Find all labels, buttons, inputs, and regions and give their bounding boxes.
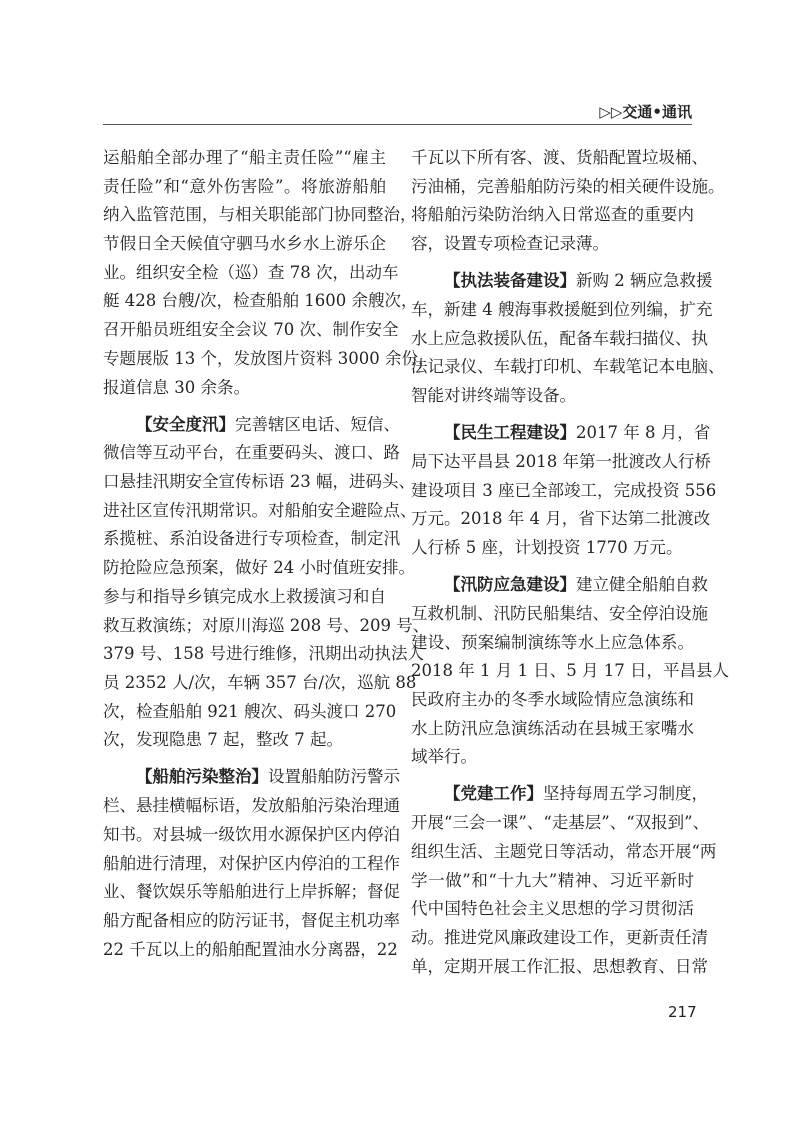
line-text: 微信等互动平台，在重要码头、渡口、路 <box>103 443 400 463</box>
line-text: 系揽桩、系泊设备进行专项检查，制定汛 <box>103 529 400 549</box>
text-line <box>411 353 725 382</box>
text-line <box>103 374 386 403</box>
paragraph <box>411 419 717 562</box>
text-line <box>411 144 708 173</box>
paragraph-heading: 【安全度汛】 <box>136 414 235 434</box>
line-text: 水上防汛应急演练活动在县城王家嘴水 <box>411 718 694 738</box>
text-line <box>411 809 710 838</box>
line-text: 局下达平昌县 2018 年第一批渡改人行桥 <box>411 451 711 471</box>
paragraph <box>411 144 725 259</box>
line-text: 节假日全天候值守驷马水乡水上游乐企 <box>103 234 386 254</box>
text-line <box>103 144 386 173</box>
line-text: 责任险”和“意外伤害险”。将旅游船舶 <box>103 176 386 196</box>
text-line <box>411 534 694 563</box>
line-text: 将船舶污染防治纳入日常巡查的重要内 <box>411 205 694 225</box>
section-title: ▷▷交通•通讯 <box>599 103 692 121</box>
line-text: 艇 428 台艘/次，检查船舶 1600 余艘次， <box>103 291 418 311</box>
line-text: 互救机制、汛防民船集结、安全停泊设施 <box>411 603 708 623</box>
line-text: 纳入监管范围，与相关职能部门协同整治， <box>103 205 417 225</box>
paragraph-heading: 【执法装备建设】 <box>444 271 576 291</box>
text-line <box>411 780 708 809</box>
text-line <box>103 201 417 230</box>
text-line <box>103 821 400 850</box>
line-text: 运船舶全部办理了“船主责任险”“雇主 <box>103 148 386 167</box>
text-line <box>411 600 708 629</box>
text-line <box>103 792 400 821</box>
text-line <box>103 907 400 936</box>
line-text: 智能对讲终端等设备。 <box>411 386 576 405</box>
text-line <box>103 763 400 792</box>
text-line <box>103 411 400 440</box>
text-line <box>411 505 711 534</box>
left-column <box>103 144 435 973</box>
line-text: 建设项目 3 座已全部竣工，完成投资 556 <box>411 480 717 500</box>
line-text: 防抢险应急预案，做好 24 小时值班安排。 <box>103 558 415 578</box>
paragraph-heading: 【船舶污染整治】 <box>136 767 268 787</box>
text-line <box>103 287 418 316</box>
page-number: 217 <box>668 1003 697 1021</box>
line-text: 组织生活、主题党日等活动，常态开展“两 <box>411 841 717 861</box>
text-line <box>411 419 711 448</box>
header-divider <box>103 124 692 125</box>
text-line <box>411 924 708 953</box>
text-line <box>411 571 708 600</box>
line-text: 379 号、158 号进行维修，汛期出动执法人 <box>103 644 424 664</box>
line-text: 人行桥 5 座，计划投资 1770 万元。 <box>411 537 683 557</box>
text-line <box>103 173 386 202</box>
line-text: 新购 2 辆应急救援 <box>576 271 713 291</box>
paragraph <box>103 411 430 755</box>
text-line <box>411 477 717 506</box>
line-text: 污油桶，完善船舶防污染的相关硬件设施。 <box>411 176 725 196</box>
line-text: 完善辖区电话、短信、 <box>235 414 400 434</box>
line-text: 设置船舶防污警示 <box>268 767 400 787</box>
paragraph <box>411 267 725 410</box>
line-text: 水上应急救援队伍，配备车载扫描仪、执 <box>411 328 708 348</box>
line-text: 单，定期开展工作汇报、思想教育、日常 <box>411 956 708 976</box>
line-text: 船舶进行清理，对保护区内停泊的工程作 <box>103 853 400 873</box>
line-text: 开展“三会一课”、“走基层”、“双报到”、 <box>411 813 710 833</box>
text-line <box>103 554 415 583</box>
text-line <box>411 382 694 411</box>
line-text: 万元。2018 年 4 月，省下达第二批渡改 <box>411 509 711 529</box>
text-line <box>411 953 708 982</box>
paragraph-heading: 【党建工作】 <box>444 784 543 804</box>
text-line <box>411 448 711 477</box>
text-line <box>411 201 694 230</box>
text-line <box>411 657 729 686</box>
line-text: 2018 年 1 月 1 日、5 月 17 日，平昌县人 <box>411 661 729 681</box>
line-text: 口悬挂汛期安全宣传标语 23 幅，进码头、 <box>103 472 415 492</box>
line-text: 2017 年 8 月，省 <box>576 423 711 443</box>
line-text: 坚持每周五学习制度， <box>543 784 708 804</box>
line-text: 员 2352 人/次，车辆 357 台/次，巡航 88 <box>103 672 417 692</box>
text-line <box>411 838 717 867</box>
paragraph-heading: 【民生工程建设】 <box>444 423 576 443</box>
line-text: 业。组织安全检（巡）查 78 次，出动车 <box>103 262 399 282</box>
paragraph <box>411 571 729 772</box>
paragraph <box>411 780 717 981</box>
line-text: 民政府主办的冬季水域险情应急演练和 <box>411 689 694 709</box>
text-line <box>103 468 415 497</box>
line-text: 次，检查船舶 921 艘次、码头渡口 270 <box>103 701 397 721</box>
text-line <box>103 525 400 554</box>
line-text: 业、餐饮娱乐等船舶进行上岸拆解；督促 <box>103 882 400 902</box>
text-line <box>411 173 725 202</box>
paragraph <box>103 763 400 964</box>
text-line <box>103 878 400 907</box>
text-line <box>411 895 694 924</box>
text-line <box>103 726 386 755</box>
line-text: 次，发现隐患 7 起，整改 7 起。 <box>103 730 343 750</box>
text-line <box>103 669 417 698</box>
line-text: 动。推进党风廉政建设工作，更新责任清 <box>411 927 708 947</box>
text-line <box>411 743 694 772</box>
line-text: 域举行。 <box>411 747 477 767</box>
line-text: 22 千瓦以上的船舶配置油水分离器，22 <box>103 939 398 959</box>
line-text: 报道信息 30 余条。 <box>103 377 250 397</box>
text-line <box>103 612 430 641</box>
line-text: 容，设置专项检查记录薄。 <box>411 234 609 254</box>
text-line <box>411 325 708 354</box>
right-column <box>411 144 729 990</box>
line-text: 进社区宣传汛期常识。对船舶安全避险点、 <box>103 500 417 520</box>
paragraph <box>103 144 435 402</box>
line-text: 专题展版 13 个，发放图片资料 3000 余份， <box>103 348 435 368</box>
line-text: 学一做”和“十九大”精神、习近平新时 <box>411 870 694 890</box>
line-text: 千瓦以下所有客、渡、货船配置垃圾桶、 <box>411 148 708 167</box>
text-line <box>411 267 713 296</box>
text-line <box>411 715 694 744</box>
line-text: 法记录仪、车载打印机、车载笔记本电脑、 <box>411 357 725 377</box>
line-text: 召开船员班组安全会议 70 次、制作安全 <box>103 320 399 340</box>
text-line <box>103 230 386 259</box>
text-line <box>411 230 694 259</box>
text-line <box>411 629 694 658</box>
text-line <box>103 497 417 526</box>
line-text: 知书。对县城一级饮用水源保护区内停泊 <box>103 824 400 844</box>
text-line <box>103 583 386 612</box>
text-line <box>103 698 397 727</box>
line-text: 救互救演练；对原川海巡 208 号、209 号、 <box>103 615 430 635</box>
text-line <box>103 345 435 374</box>
text-line <box>411 867 694 896</box>
text-line <box>411 686 694 715</box>
line-text: 参与和指导乡镇完成水上救援演习和自 <box>103 586 386 606</box>
text-line <box>103 439 400 468</box>
line-text: 代中国特色社会主义思想的学习贯彻活 <box>411 899 694 919</box>
line-text: 建设、预案编制演练等水上应急体系。 <box>411 632 694 652</box>
text-line <box>103 936 398 965</box>
line-text: 船方配备相应的防污证书，督促主机功率 <box>103 910 400 930</box>
text-line <box>103 850 400 879</box>
text-line <box>103 316 399 345</box>
line-text: 车，新建 4 艘海事救援艇到位列编，扩充 <box>411 299 713 319</box>
text-line <box>103 640 424 669</box>
line-text: 栏、悬挂横幅标语，发放船舶污染治理通 <box>103 796 400 816</box>
text-line <box>411 296 713 325</box>
text-line <box>103 259 399 288</box>
line-text: 建立健全船舶自救 <box>576 575 708 595</box>
paragraph-heading: 【汛防应急建设】 <box>444 575 576 595</box>
